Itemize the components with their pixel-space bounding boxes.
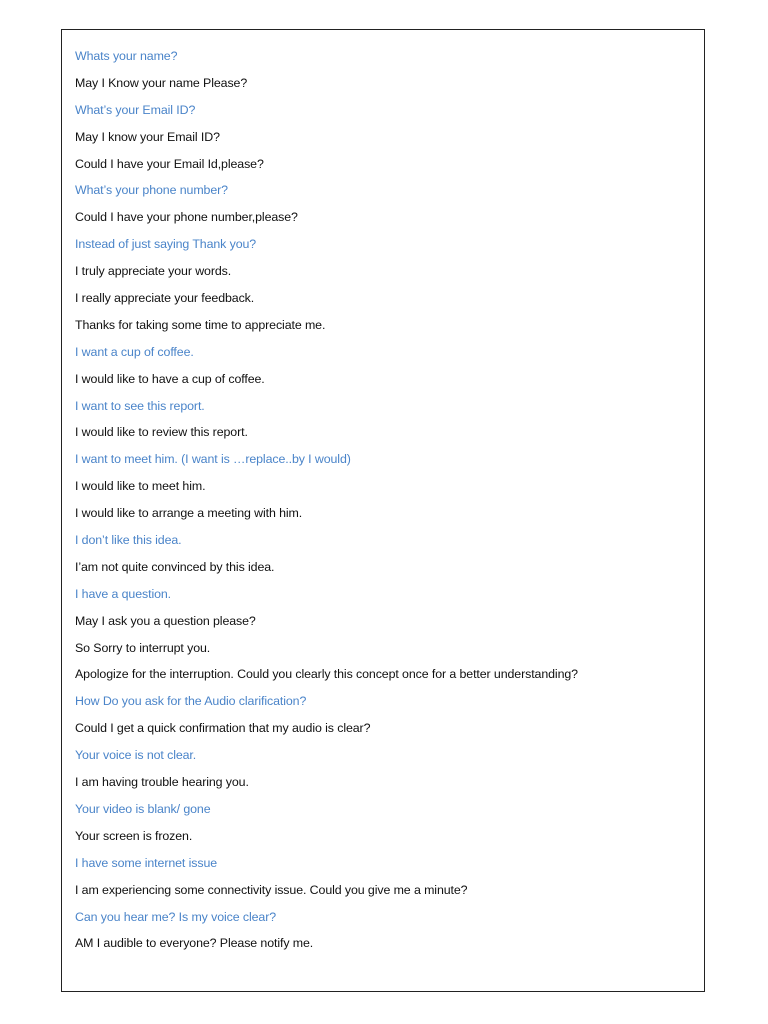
phrase-alternative: I really appreciate your feedback. [75,291,255,306]
document-page [61,29,705,992]
phrase-alternative: Could I get a quick confirmation that my audio is clear? [75,721,371,736]
phrase-prompt: I have some internet issue [75,855,218,870]
phrase-prompt: I want to see this report. [75,398,205,413]
phrase-prompt: Your voice is not clear. [75,748,197,763]
phrase-prompt: I don’t like this idea. [75,533,182,548]
phrase-prompt: I have a question. [75,586,172,601]
phrase-alternative: Your screen is frozen. [75,828,193,843]
phrase-alternative: Apologize for the interruption. Could you clearly this concept once for a better understanding? [75,667,578,682]
phrase-alternative: I would like to have a cup of coffee. [75,371,265,386]
phrase-alternative: May I ask you a question please? [75,613,256,628]
phrase-alternative: I am having trouble hearing you. [75,775,249,790]
phrase-prompt: I want to meet him. (I want is …replace..by I would) [75,452,351,467]
phrase-alternative: So Sorry to interrupt you. [75,640,211,655]
phrase-alternative: Could I have your phone number,please? [75,210,298,225]
phrase-prompt: How Do you ask for the Audio clarification? [75,694,307,709]
phrase-prompt: Instead of just saying Thank you? [75,237,257,252]
phrase-alternative: May I know your Email ID? [75,129,220,144]
phrase-alternative: May I Know your name Please? [75,75,248,90]
phrase-alternative: I would like to arrange a meeting with him. [75,506,303,521]
phrase-alternative: I would like to review this report. [75,425,248,440]
phrase-alternative: Could I have your Email Id,please? [75,156,264,171]
phrase-prompt: I want a cup of coffee. [75,344,194,359]
phrase-alternative: I am experiencing some connectivity issue. Could you give me a minute? [75,882,468,897]
phrase-prompt: What’s your phone number? [75,183,228,198]
phrase-alternative: I truly appreciate your words. [75,264,232,279]
phrase-prompt: Can you hear me? Is my voice clear? [75,909,277,924]
phrase-alternative: I’am not quite convinced by this idea. [75,559,275,574]
phrase-list [75,43,696,957]
phrase-alternative: I would like to meet him. [75,479,206,494]
phrase-prompt: Your video is blank/ gone [75,801,211,816]
phrase-prompt: What’s your Email ID? [75,102,196,117]
phrase-prompt: Whats your name? [75,49,178,63]
phrase-alternative: AM I audible to everyone? Please notify me. [75,936,314,951]
phrase-alternative: Thanks for taking some time to appreciate me. [75,317,326,332]
